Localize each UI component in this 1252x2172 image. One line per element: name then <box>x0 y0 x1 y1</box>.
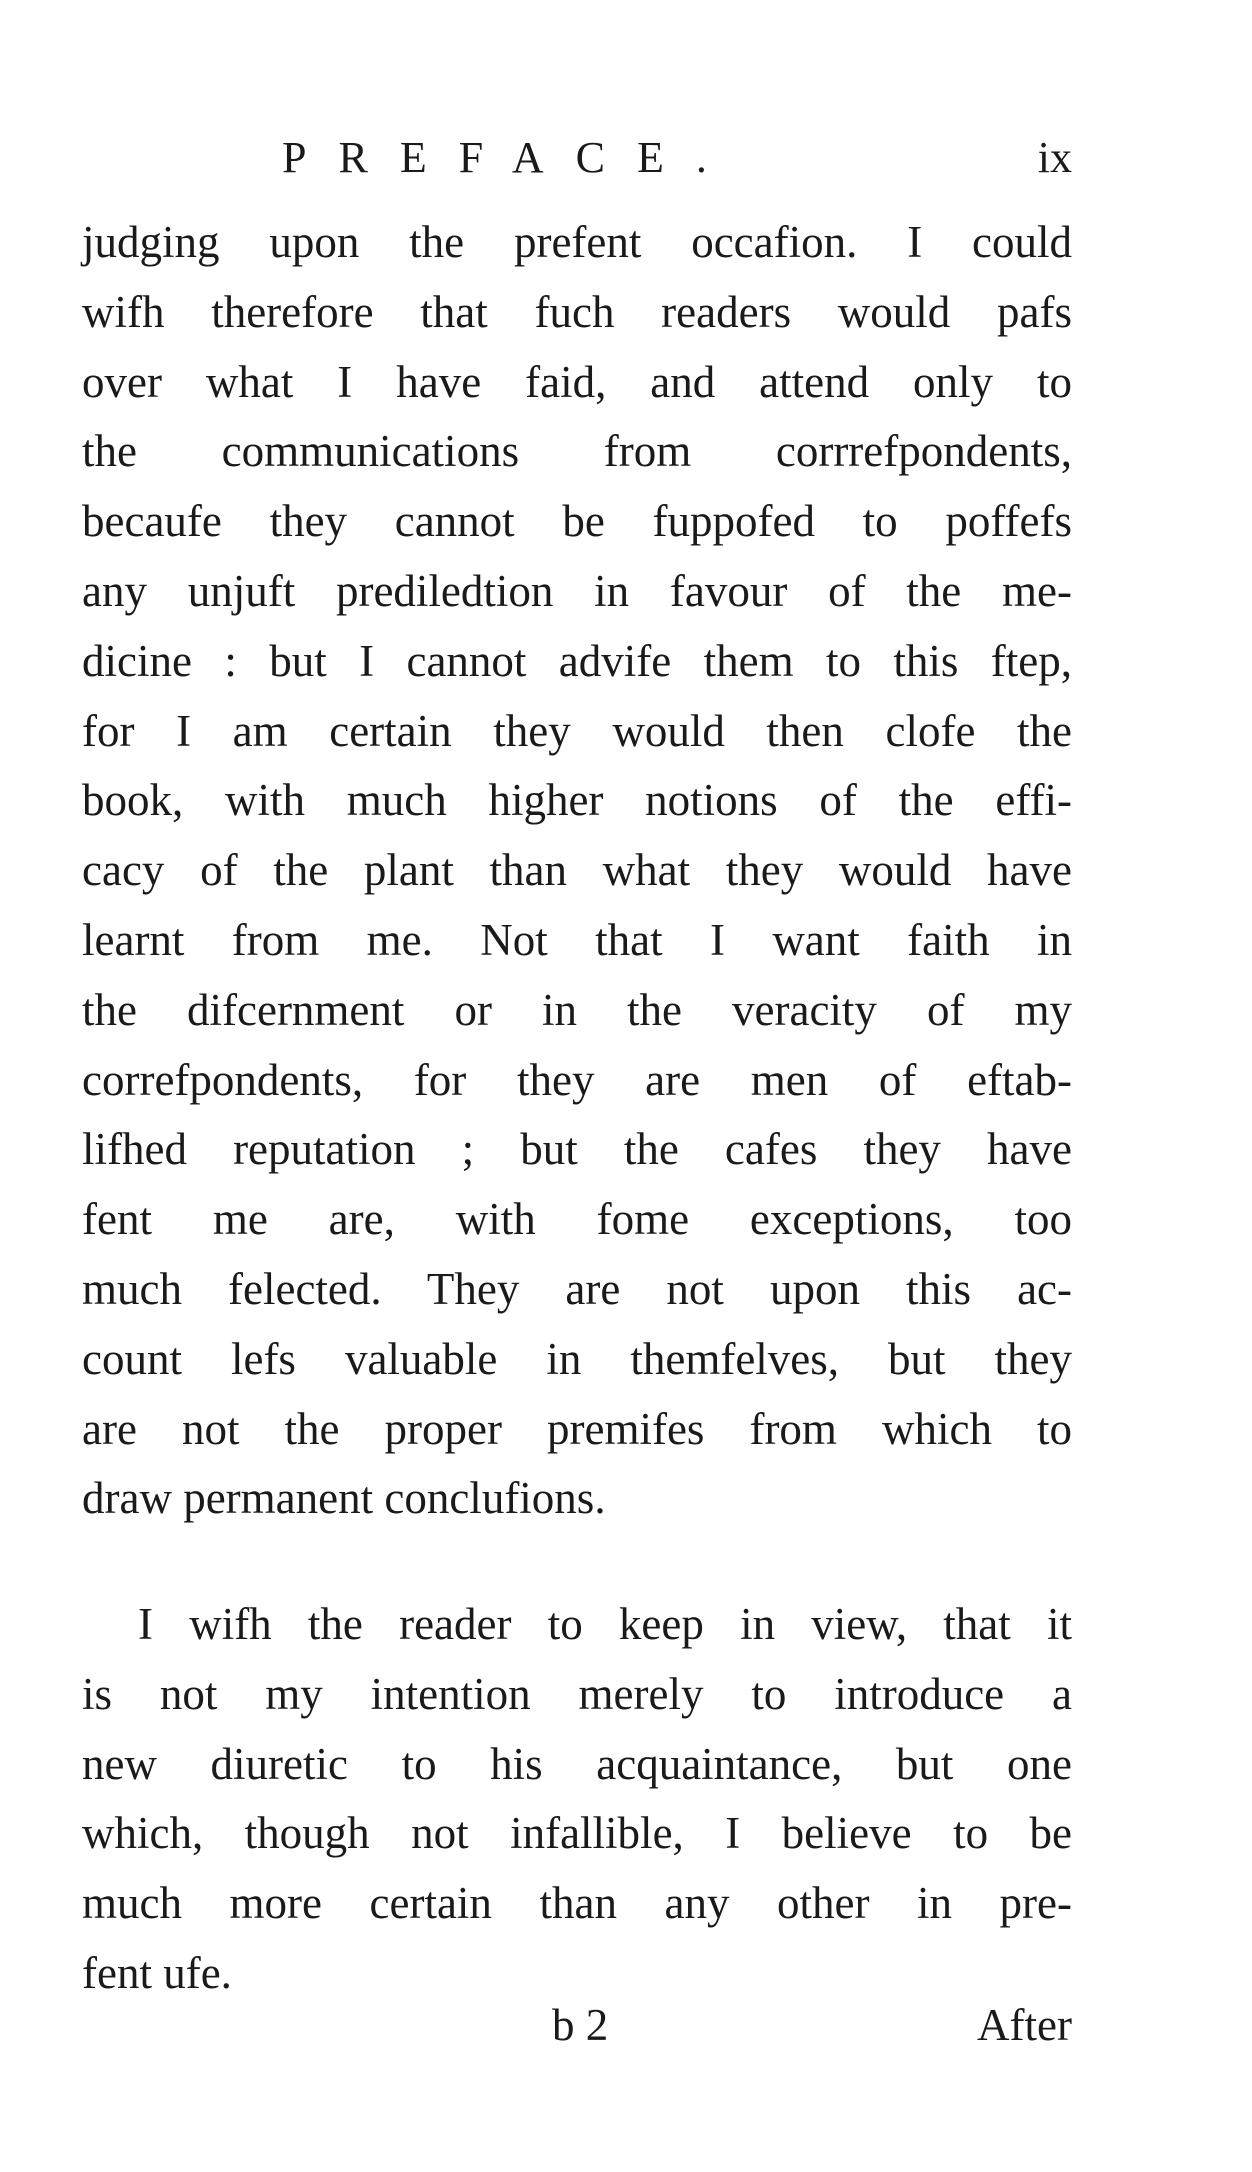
text-line: is not my intention merely to introduce a <box>82 1668 1072 1719</box>
text-line: lifhed reputation ; but the cafes they have <box>82 1124 1072 1175</box>
text-line: wifh therefore that fuch readers would pafs <box>82 286 1072 337</box>
text-line: learnt from me. Not that I want faith in <box>82 914 1072 965</box>
running-title: PREFACE. <box>282 133 739 182</box>
text-line: much felected. They are not upon this ac- <box>82 1263 1072 1314</box>
text-line: any unjuft prediledtion in favour of the me- <box>82 565 1072 616</box>
catchword: After <box>977 2000 1072 2050</box>
paragraph-1 <box>82 208 1072 1534</box>
page-number: ix <box>1037 133 1072 182</box>
text-line: count lefs valuable in themfelves, but they <box>82 1333 1072 1384</box>
text-line: for I am certain they would then clofe the <box>82 705 1072 756</box>
text-line: new diuretic to his acquaintance, but one <box>82 1738 1072 1789</box>
text-line: much more certain than any other in pre- <box>82 1878 1072 1929</box>
text-line: fent me are, with fome exceptions, too <box>82 1194 1072 1245</box>
text-line: fent ufe. <box>82 1947 232 1998</box>
page-footer <box>82 1990 1072 2060</box>
signature-mark: b 2 <box>552 2000 609 2050</box>
running-head <box>82 128 1072 188</box>
text-line: becaufe they cannot be fuppofed to poffefs <box>82 496 1072 547</box>
text-line: the difcernment or in the veracity of my <box>82 984 1072 1035</box>
paragraph-2 <box>82 1590 1072 2009</box>
text-line: are not the proper premifes from which to <box>82 1403 1072 1454</box>
text-line: the communications from corrrefpondents, <box>82 426 1072 477</box>
text-line: which, though not infallible, I believe to be <box>82 1808 1072 1859</box>
text-line: book, with much higher notions of the effi- <box>82 775 1072 826</box>
text-line: draw permanent conclufions. <box>82 1473 606 1524</box>
text-line: cacy of the plant than what they would have <box>82 845 1072 896</box>
text-line: over what I have faid, and attend only to <box>82 356 1072 407</box>
text-line: correfpondents, for they are men of eftab- <box>82 1054 1072 1105</box>
text-line: judging upon the prefent occafion. I could <box>82 217 1072 267</box>
text-line: dicine : but I cannot advife them to this ftep, <box>82 635 1072 686</box>
text-line: I wifh the reader to keep in view, that it <box>138 1599 1072 1649</box>
